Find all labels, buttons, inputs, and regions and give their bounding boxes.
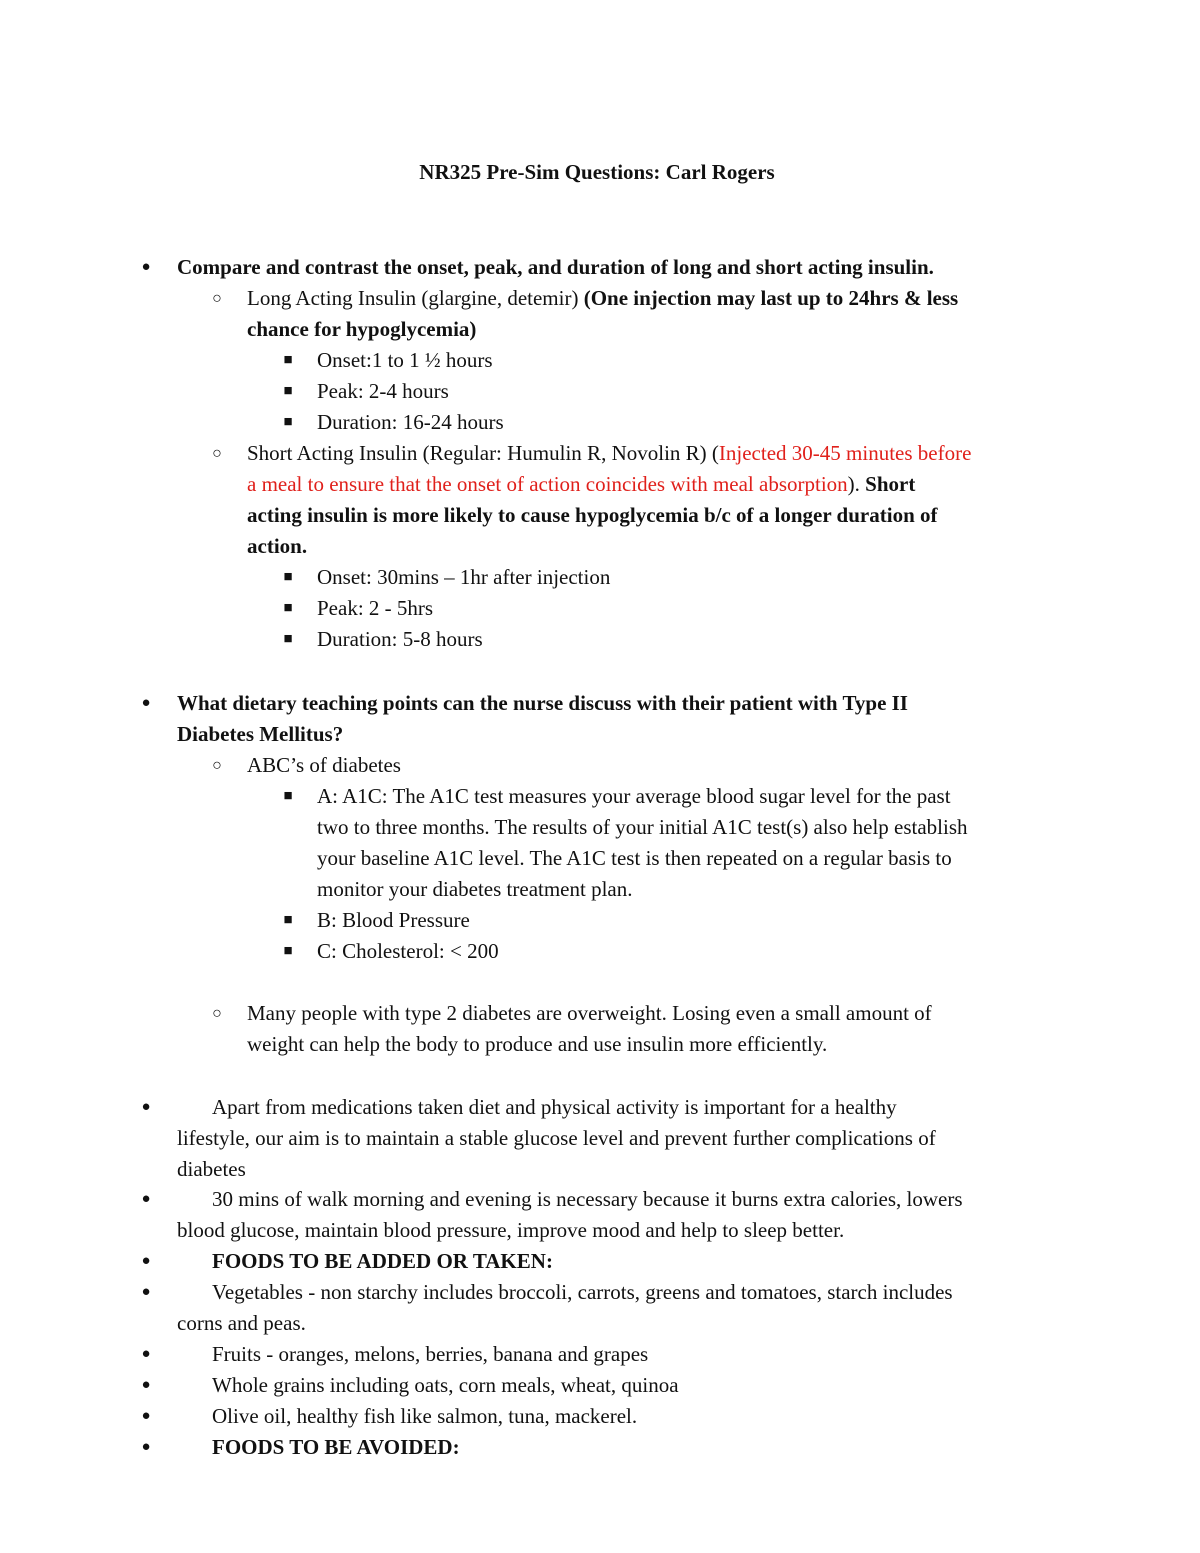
point-2-cont: blood glucose, maintain blood pressure, improve mood and help to sleep better.: [177, 1218, 845, 1242]
foods-added-heading: FOODS TO BE ADDED OR TAKEN:: [212, 1249, 553, 1273]
abc-b: B: Blood Pressure: [317, 908, 470, 932]
bullet-disc: ●: [141, 695, 151, 711]
point-oils: Olive oil, healthy fish like salmon, tuna, mackerel.: [212, 1404, 638, 1428]
bullet-circle: ○: [212, 1005, 222, 1022]
short-acting-label: Short Acting Insulin (Regular: Humulin R, Novolin R) (: [247, 441, 719, 465]
abc-a-cont: your baseline A1C level. The A1C test is then repeated on a regular basis to: [317, 846, 952, 870]
bullet-square: ■: [283, 414, 293, 430]
bullet-disc: ●: [141, 1377, 151, 1393]
abc-heading: ABC’s of diabetes: [247, 753, 401, 777]
short-acting-red-note-cont: a meal to ensure that the onset of action coincides with meal absorption: [247, 472, 848, 496]
bullet-square: ■: [283, 383, 293, 399]
long-duration: Duration: 16-24 hours: [317, 410, 504, 434]
bullet-circle: ○: [212, 445, 222, 462]
short-acting-bold-end: action.: [247, 534, 308, 558]
bullet-square: ■: [283, 943, 293, 959]
long-acting-note: (One injection may last up to 24hrs & less: [583, 286, 959, 310]
bullet-disc: ●: [141, 1284, 151, 1300]
short-acting-red-note: Injected 30-45 minutes before: [718, 441, 972, 465]
bullet-square: ■: [283, 569, 293, 585]
point-fruits: Fruits - oranges, melons, berries, banana and grapes: [212, 1342, 649, 1366]
question-1: Compare and contrast the onset, peak, and duration of long and short acting insulin.: [177, 255, 934, 279]
abc-c: C: Cholesterol: < 200: [317, 939, 499, 963]
point-vegetables-cont: corns and peas.: [177, 1311, 306, 1335]
long-acting-note-cont: chance for hypoglycemia): [247, 317, 477, 341]
short-onset: Onset: 30mins – 1hr after injection: [317, 565, 611, 589]
long-acting-label: Long Acting Insulin (glargine, detemir): [247, 286, 584, 310]
bullet-circle: ○: [212, 290, 222, 307]
bullet-disc: ●: [141, 1408, 151, 1424]
bullet-disc: ●: [141, 1253, 151, 1269]
bullet-disc: ●: [141, 1191, 151, 1207]
foods-avoided-heading: FOODS TO BE AVOIDED:: [212, 1435, 460, 1459]
bullet-disc: ●: [141, 1439, 151, 1455]
abc-a-cont: monitor your diabetes treatment plan.: [317, 877, 633, 901]
weight-note-cont: weight can help the body to produce and use insulin more efficiently.: [247, 1032, 828, 1056]
point-vegetables: Vegetables - non starchy includes broccoli, carrots, greens and tomatoes, starch includes: [212, 1280, 953, 1304]
abc-a: A: A1C: The A1C test measures your average blood sugar level for the past: [317, 784, 951, 808]
short-acting-bold-note: Short: [865, 472, 916, 496]
point-2: 30 mins of walk morning and evening is necessary because it burns extra calories, lowers: [212, 1187, 963, 1211]
bullet-circle: ○: [212, 757, 222, 774]
short-acting-line2: [247, 469, 915, 500]
bullet-square: ■: [283, 788, 293, 804]
bullet-square: ■: [283, 352, 293, 368]
point-1-cont: diabetes: [177, 1157, 246, 1181]
question-2: What dietary teaching points can the nurse discuss with their patient with Type II: [177, 691, 908, 715]
point-grains: Whole grains including oats, corn meals, wheat, quinoa: [212, 1373, 679, 1397]
point-1-cont: lifestyle, our aim is to maintain a stable glucose level and prevent further complications of: [177, 1126, 936, 1150]
bullet-disc: ●: [141, 1099, 151, 1115]
question-2-cont: Diabetes Mellitus?: [177, 722, 344, 746]
weight-note: Many people with type 2 diabetes are overweight. Losing even a small amount of: [247, 1001, 932, 1025]
short-duration: Duration: 5-8 hours: [317, 627, 483, 651]
abc-a-cont: two to three months. The results of your initial A1C test(s) also help establish: [317, 815, 968, 839]
long-onset: Onset:1 to 1 ½ hours: [317, 348, 493, 372]
short-acting-heading: [247, 438, 971, 469]
bullet-square: ■: [283, 631, 293, 647]
bullet-disc: ●: [141, 1346, 151, 1362]
short-acting-bold-cont: acting insulin is more likely to cause hypoglycemia b/c of a longer duration of: [247, 503, 938, 527]
point-1: Apart from medications taken diet and physical activity is important for a healthy: [212, 1095, 897, 1119]
short-peak: Peak: 2 - 5hrs: [317, 596, 434, 620]
bullet-square: ■: [283, 912, 293, 928]
page-title: NR325 Pre-Sim Questions: Carl Rogers: [419, 160, 775, 184]
bullet-disc: ●: [141, 259, 151, 275]
bullet-square: ■: [283, 600, 293, 616]
long-peak: Peak: 2-4 hours: [317, 379, 449, 403]
short-acting-punct: ).: [847, 472, 866, 496]
long-acting-heading: [247, 283, 958, 314]
